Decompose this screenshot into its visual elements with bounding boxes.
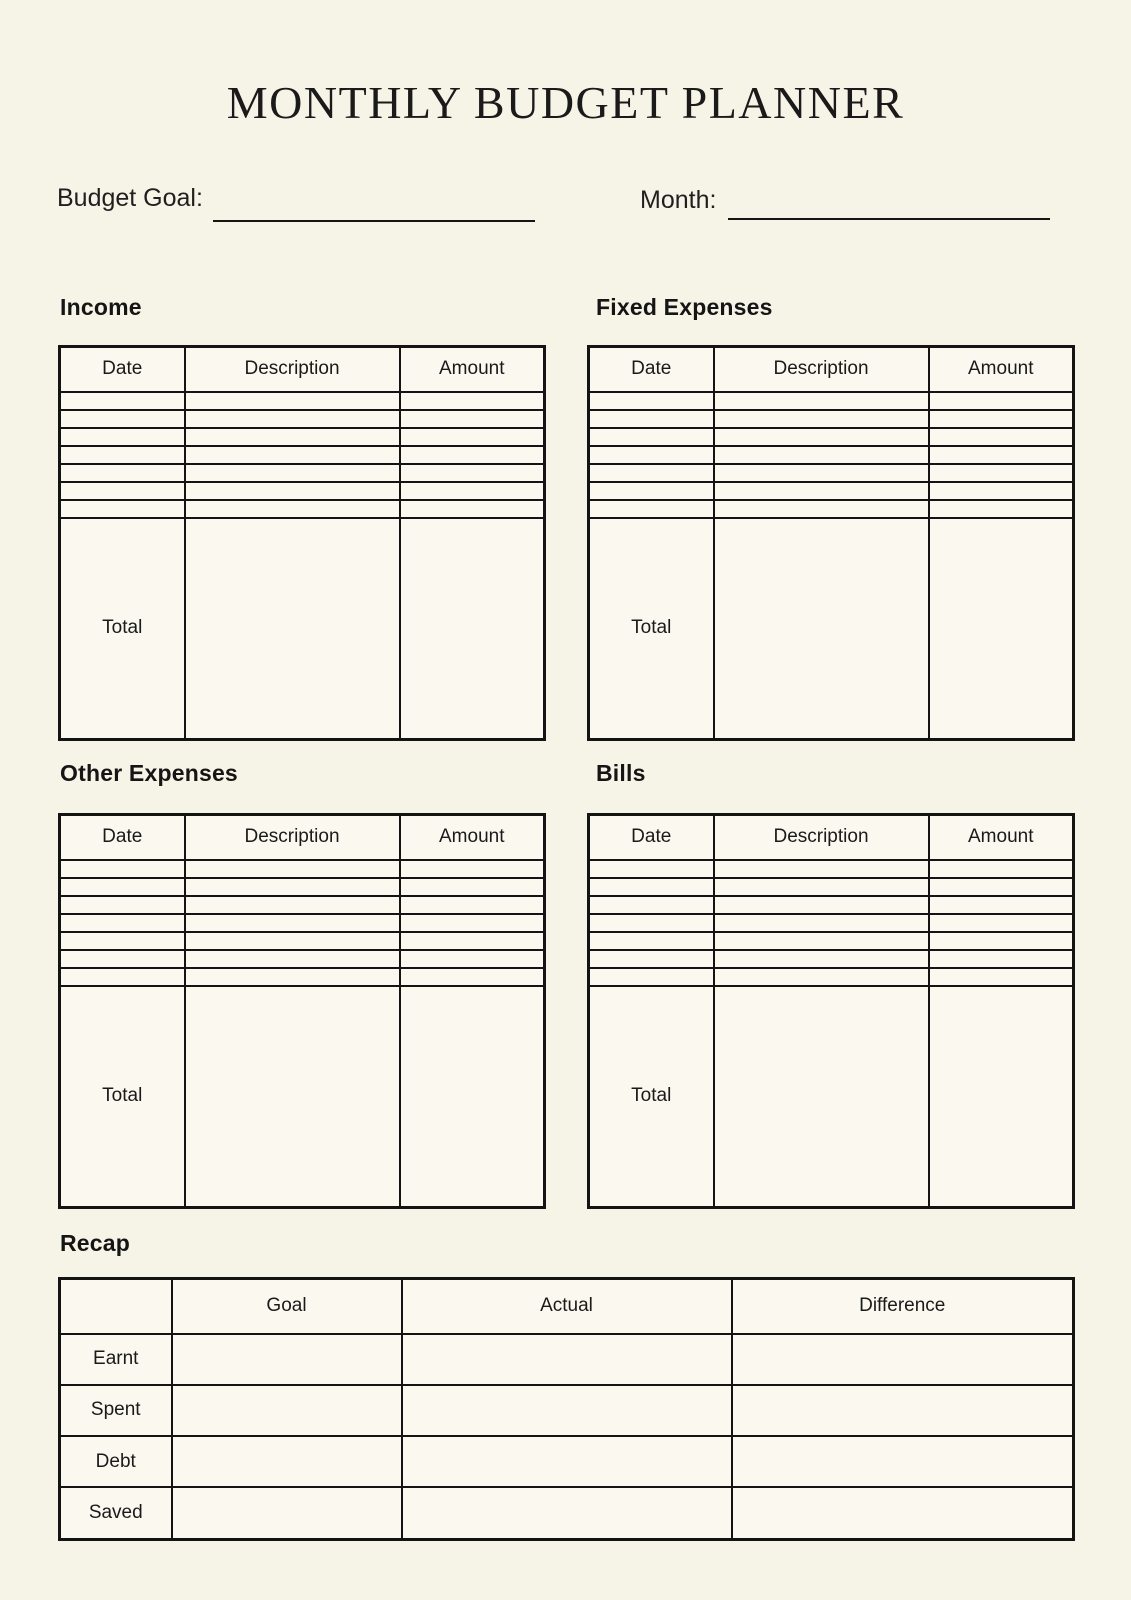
amount-cell[interactable] bbox=[400, 878, 545, 896]
blank-entry-row bbox=[60, 392, 545, 410]
description-cell[interactable] bbox=[714, 950, 929, 968]
amount-cell[interactable] bbox=[929, 950, 1074, 968]
recap-goal-cell[interactable] bbox=[172, 1487, 402, 1539]
description-cell[interactable] bbox=[714, 410, 929, 428]
amount-cell[interactable] bbox=[929, 896, 1074, 914]
recap-goal-cell[interactable] bbox=[172, 1334, 402, 1385]
blank-entry-row bbox=[589, 464, 1074, 482]
blank-entry-row bbox=[589, 428, 1074, 446]
amount-cell[interactable] bbox=[929, 878, 1074, 896]
total-row bbox=[60, 518, 545, 740]
total-row bbox=[589, 986, 1074, 1208]
description-cell[interactable] bbox=[714, 860, 929, 878]
blank-entry-row bbox=[589, 932, 1074, 950]
description-cell[interactable] bbox=[714, 446, 929, 464]
description-cell[interactable] bbox=[185, 410, 400, 428]
recap-table bbox=[58, 1277, 1075, 1541]
amount-cell[interactable] bbox=[400, 392, 545, 410]
description-cell[interactable] bbox=[185, 878, 400, 896]
recap-corner-cell bbox=[60, 1279, 172, 1334]
recap-row-label: Debt bbox=[60, 1436, 172, 1487]
column-header-description: Description bbox=[714, 347, 929, 392]
recap-row-spent bbox=[60, 1385, 1074, 1436]
blank-entry-row bbox=[589, 896, 1074, 914]
total-amount-cell[interactable] bbox=[400, 518, 545, 740]
blank-entry-row bbox=[60, 914, 545, 932]
amount-cell[interactable] bbox=[400, 482, 545, 500]
income-table bbox=[58, 345, 546, 741]
recap-actual-cell[interactable] bbox=[402, 1385, 732, 1436]
column-header-date: Date bbox=[589, 815, 714, 860]
date-cell[interactable] bbox=[60, 392, 185, 410]
column-header-actual: Actual bbox=[402, 1279, 732, 1334]
date-cell[interactable] bbox=[589, 914, 714, 932]
description-cell[interactable] bbox=[185, 932, 400, 950]
date-cell[interactable] bbox=[589, 968, 714, 986]
total-label: Total bbox=[60, 986, 185, 1208]
blank-entry-row bbox=[589, 860, 1074, 878]
total-description-cell[interactable] bbox=[185, 986, 400, 1208]
blank-entry-row bbox=[60, 410, 545, 428]
column-header-description: Description bbox=[714, 815, 929, 860]
amount-cell[interactable] bbox=[400, 914, 545, 932]
amount-cell[interactable] bbox=[400, 860, 545, 878]
column-header-date: Date bbox=[60, 347, 185, 392]
blank-entry-row bbox=[60, 428, 545, 446]
description-cell[interactable] bbox=[185, 950, 400, 968]
blank-entry-row bbox=[60, 968, 545, 986]
date-cell[interactable] bbox=[589, 464, 714, 482]
section-heading-other-expenses: Other Expenses bbox=[60, 760, 238, 786]
column-header-amount: Amount bbox=[400, 347, 545, 392]
amount-cell[interactable] bbox=[400, 500, 545, 518]
date-cell[interactable] bbox=[589, 446, 714, 464]
month-field[interactable] bbox=[728, 192, 1050, 220]
description-cell[interactable] bbox=[185, 446, 400, 464]
description-cell[interactable] bbox=[185, 482, 400, 500]
amount-cell[interactable] bbox=[400, 968, 545, 986]
blank-entry-row bbox=[60, 896, 545, 914]
column-header-difference: Difference bbox=[732, 1279, 1074, 1334]
table-header-row bbox=[60, 347, 545, 392]
recap-row-debt bbox=[60, 1436, 1074, 1487]
date-cell[interactable] bbox=[60, 482, 185, 500]
blank-entry-row bbox=[589, 878, 1074, 896]
recap-row-saved bbox=[60, 1487, 1074, 1539]
blank-entry-row bbox=[589, 968, 1074, 986]
recap-difference-cell[interactable] bbox=[732, 1436, 1074, 1487]
blank-entry-row bbox=[60, 446, 545, 464]
amount-cell[interactable] bbox=[929, 500, 1074, 518]
date-cell[interactable] bbox=[60, 878, 185, 896]
section-heading-fixed-expenses: Fixed Expenses bbox=[596, 294, 773, 320]
recap-goal-cell[interactable] bbox=[172, 1385, 402, 1436]
description-cell[interactable] bbox=[185, 428, 400, 446]
blank-entry-row bbox=[589, 392, 1074, 410]
date-cell[interactable] bbox=[60, 446, 185, 464]
total-amount-cell[interactable] bbox=[929, 986, 1074, 1208]
recap-difference-cell[interactable] bbox=[732, 1487, 1074, 1539]
amount-cell[interactable] bbox=[400, 950, 545, 968]
table-header-row bbox=[589, 815, 1074, 860]
amount-cell[interactable] bbox=[400, 932, 545, 950]
description-cell[interactable] bbox=[185, 896, 400, 914]
total-row bbox=[60, 986, 545, 1208]
date-cell[interactable] bbox=[60, 968, 185, 986]
description-cell[interactable] bbox=[714, 878, 929, 896]
fixed-expenses-table bbox=[587, 345, 1075, 741]
column-header-amount: Amount bbox=[400, 815, 545, 860]
date-cell[interactable] bbox=[60, 500, 185, 518]
blank-entry-row bbox=[60, 464, 545, 482]
blank-entry-row bbox=[60, 500, 545, 518]
total-label: Total bbox=[60, 518, 185, 740]
date-cell[interactable] bbox=[60, 914, 185, 932]
amount-cell[interactable] bbox=[929, 968, 1074, 986]
date-cell[interactable] bbox=[60, 896, 185, 914]
blank-entry-row bbox=[60, 932, 545, 950]
recap-row-label: Spent bbox=[60, 1385, 172, 1436]
blank-entry-row bbox=[60, 878, 545, 896]
total-label: Total bbox=[589, 518, 714, 740]
section-heading-income: Income bbox=[60, 294, 142, 320]
total-amount-cell[interactable] bbox=[929, 518, 1074, 740]
column-header-goal: Goal bbox=[172, 1279, 402, 1334]
blank-entry-row bbox=[589, 914, 1074, 932]
table-header-row bbox=[60, 1279, 1074, 1334]
amount-cell[interactable] bbox=[929, 914, 1074, 932]
amount-cell[interactable] bbox=[400, 464, 545, 482]
column-header-description: Description bbox=[185, 815, 400, 860]
blank-entry-row bbox=[589, 500, 1074, 518]
budget-goal-label: Budget Goal: bbox=[57, 184, 203, 212]
description-cell[interactable] bbox=[714, 500, 929, 518]
date-cell[interactable] bbox=[60, 860, 185, 878]
recap-actual-cell[interactable] bbox=[402, 1436, 732, 1487]
date-cell[interactable] bbox=[60, 932, 185, 950]
description-cell[interactable] bbox=[185, 500, 400, 518]
date-cell[interactable] bbox=[589, 860, 714, 878]
amount-cell[interactable] bbox=[929, 428, 1074, 446]
date-cell[interactable] bbox=[60, 464, 185, 482]
date-cell[interactable] bbox=[589, 500, 714, 518]
page-title: MONTHLY BUDGET PLANNER bbox=[226, 77, 905, 128]
column-header-amount: Amount bbox=[929, 815, 1074, 860]
amount-cell[interactable] bbox=[400, 446, 545, 464]
blank-entry-row bbox=[60, 860, 545, 878]
blank-entry-row bbox=[589, 410, 1074, 428]
amount-cell[interactable] bbox=[400, 428, 545, 446]
section-heading-recap: Recap bbox=[60, 1230, 131, 1256]
table-header-row bbox=[589, 347, 1074, 392]
amount-cell[interactable] bbox=[929, 464, 1074, 482]
section-heading-bills: Bills bbox=[596, 760, 646, 786]
amount-cell[interactable] bbox=[929, 392, 1074, 410]
total-description-cell[interactable] bbox=[185, 518, 400, 740]
date-cell[interactable] bbox=[60, 410, 185, 428]
total-amount-cell[interactable] bbox=[400, 986, 545, 1208]
column-header-date: Date bbox=[60, 815, 185, 860]
amount-cell[interactable] bbox=[929, 410, 1074, 428]
date-cell[interactable] bbox=[60, 428, 185, 446]
description-cell[interactable] bbox=[714, 464, 929, 482]
amount-cell[interactable] bbox=[929, 482, 1074, 500]
recap-difference-cell[interactable] bbox=[732, 1334, 1074, 1385]
table-header-row bbox=[60, 815, 545, 860]
description-cell[interactable] bbox=[714, 392, 929, 410]
amount-cell[interactable] bbox=[400, 896, 545, 914]
recap-actual-cell[interactable] bbox=[402, 1334, 732, 1385]
blank-entry-row bbox=[60, 482, 545, 500]
recap-goal-cell[interactable] bbox=[172, 1436, 402, 1487]
blank-entry-row bbox=[589, 950, 1074, 968]
description-cell[interactable] bbox=[185, 860, 400, 878]
total-description-cell[interactable] bbox=[714, 518, 929, 740]
column-header-description: Description bbox=[185, 347, 400, 392]
other-expenses-table bbox=[58, 813, 546, 1209]
amount-cell[interactable] bbox=[929, 446, 1074, 464]
recap-actual-cell[interactable] bbox=[402, 1487, 732, 1539]
recap-row-earnt bbox=[60, 1334, 1074, 1385]
description-cell[interactable] bbox=[714, 914, 929, 932]
description-cell[interactable] bbox=[714, 968, 929, 986]
date-cell[interactable] bbox=[589, 950, 714, 968]
description-cell[interactable] bbox=[714, 932, 929, 950]
date-cell[interactable] bbox=[589, 428, 714, 446]
date-cell[interactable] bbox=[589, 482, 714, 500]
amount-cell[interactable] bbox=[929, 860, 1074, 878]
total-label: Total bbox=[589, 986, 714, 1208]
date-cell[interactable] bbox=[589, 878, 714, 896]
date-cell[interactable] bbox=[589, 410, 714, 428]
description-cell[interactable] bbox=[714, 482, 929, 500]
description-cell[interactable] bbox=[185, 464, 400, 482]
blank-entry-row bbox=[589, 446, 1074, 464]
date-cell[interactable] bbox=[589, 392, 714, 410]
description-cell[interactable] bbox=[714, 428, 929, 446]
date-cell[interactable] bbox=[589, 896, 714, 914]
blank-entry-row bbox=[60, 950, 545, 968]
recap-row-label: Saved bbox=[60, 1487, 172, 1539]
description-cell[interactable] bbox=[185, 392, 400, 410]
column-header-date: Date bbox=[589, 347, 714, 392]
date-cell[interactable] bbox=[589, 932, 714, 950]
recap-difference-cell[interactable] bbox=[732, 1385, 1074, 1436]
blank-entry-row bbox=[589, 482, 1074, 500]
description-cell[interactable] bbox=[185, 968, 400, 986]
amount-cell[interactable] bbox=[400, 410, 545, 428]
recap-row-label: Earnt bbox=[60, 1334, 172, 1385]
date-cell[interactable] bbox=[60, 950, 185, 968]
bills-table bbox=[587, 813, 1075, 1209]
description-cell[interactable] bbox=[185, 914, 400, 932]
total-row bbox=[589, 518, 1074, 740]
column-header-amount: Amount bbox=[929, 347, 1074, 392]
month-label: Month: bbox=[640, 186, 717, 214]
total-description-cell[interactable] bbox=[714, 986, 929, 1208]
budget-goal-field[interactable] bbox=[213, 194, 535, 222]
amount-cell[interactable] bbox=[929, 932, 1074, 950]
description-cell[interactable] bbox=[714, 896, 929, 914]
